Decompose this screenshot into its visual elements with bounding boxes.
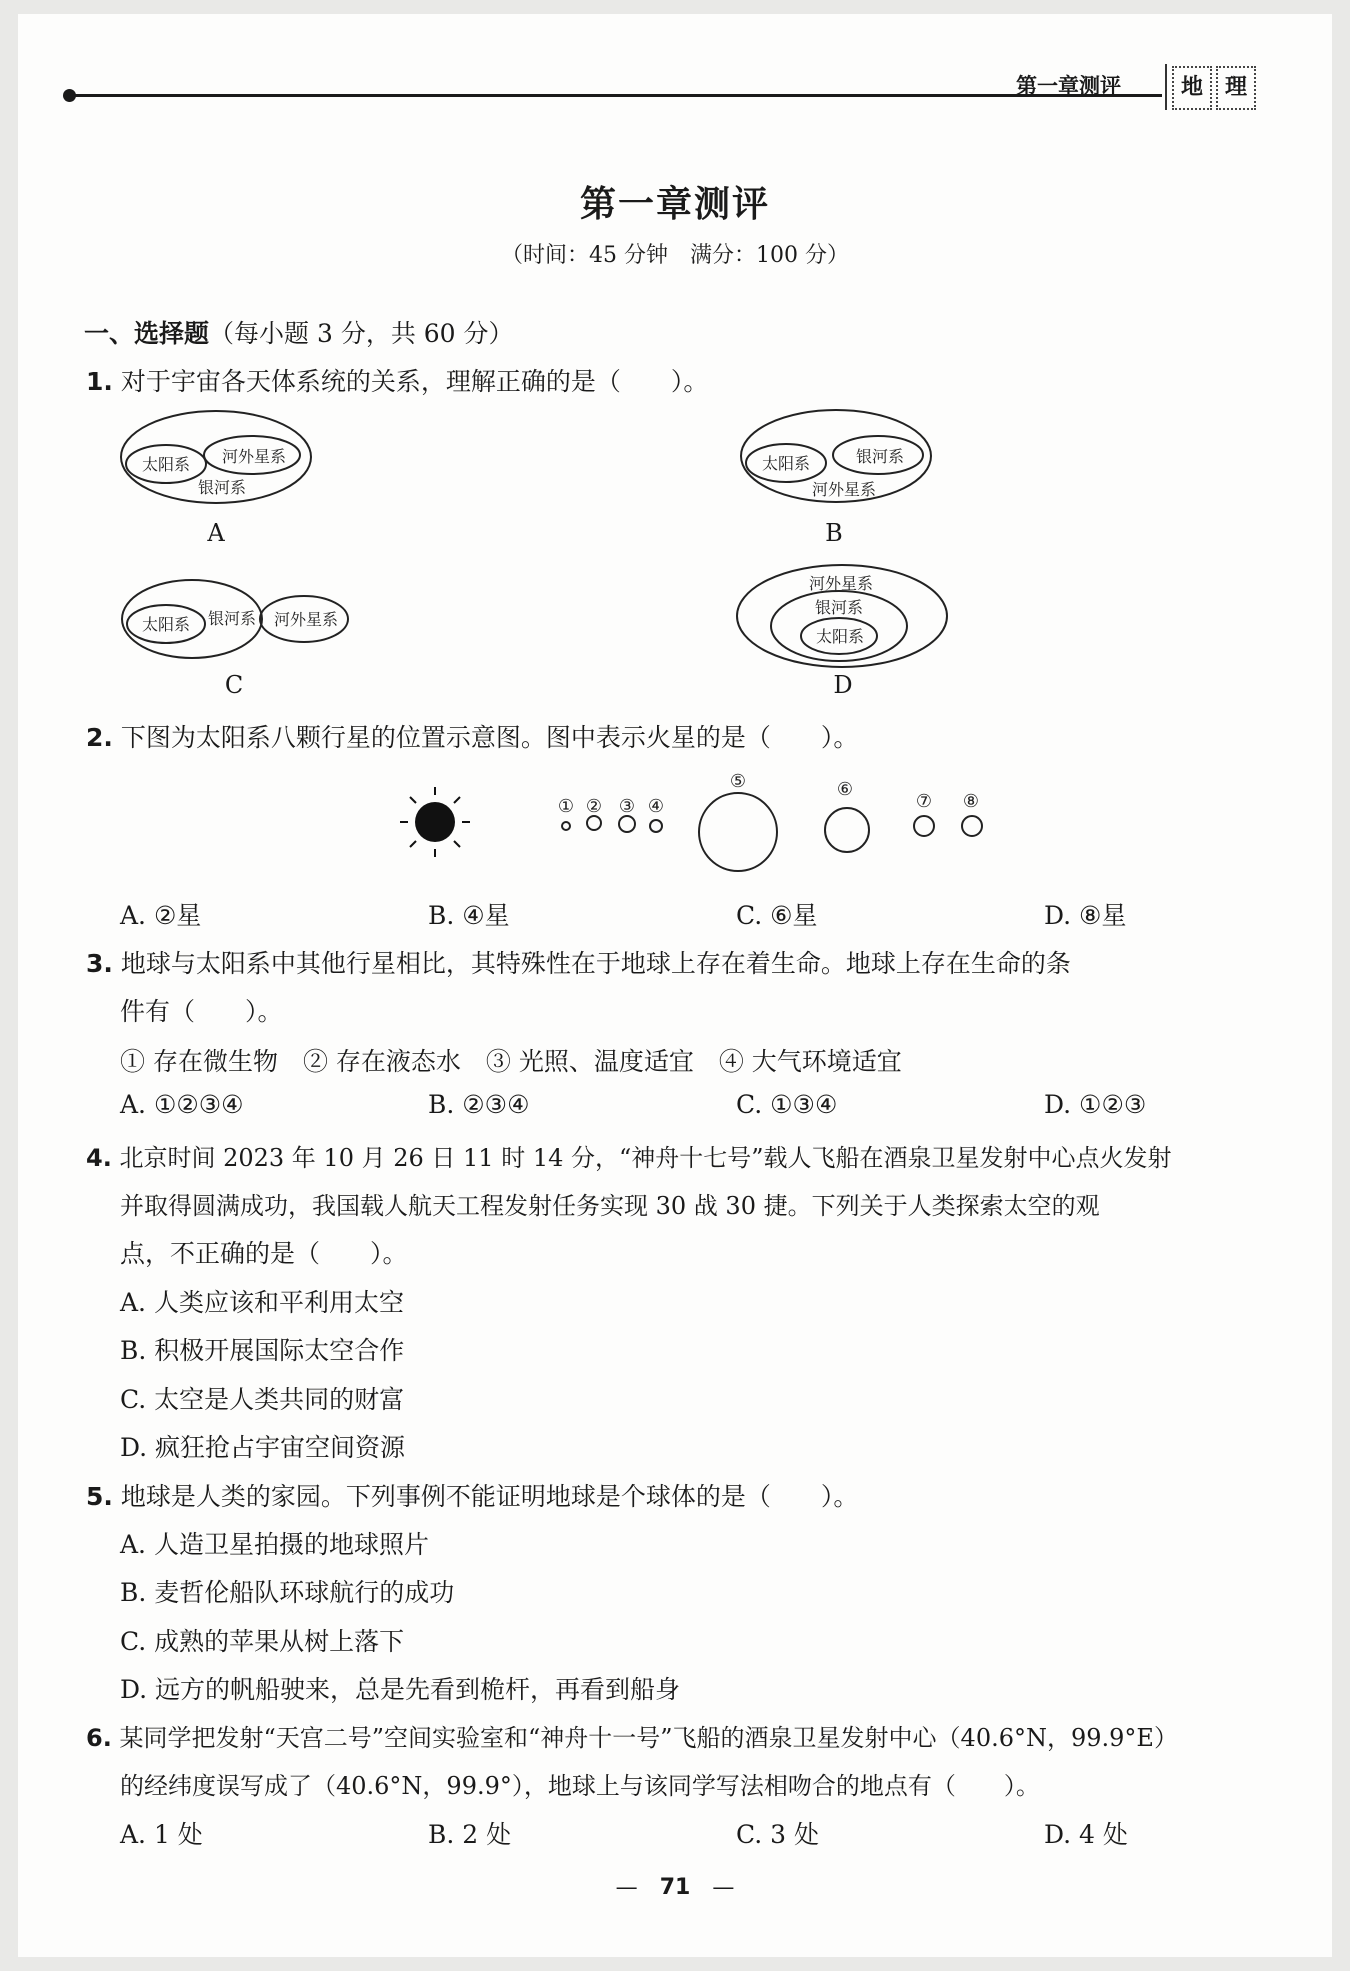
question-text-cont: 并取得圆满成功，我国载人航天工程发射任务实现 30 战 30 捷。下列关于人类探索太空的观 (120, 1192, 1100, 1220)
planet-3 (619, 816, 635, 832)
option[interactable]: A. 1 处 (120, 1820, 203, 1849)
option[interactable]: A. ①②③④ (120, 1090, 244, 1119)
option[interactable]: A. 人类应该和平利用太空 (120, 1288, 404, 1317)
option[interactable]: D. ①②③ (1044, 1090, 1147, 1119)
subject-char: 地 (1172, 66, 1212, 110)
option[interactable]: B. 2 处 (428, 1820, 512, 1849)
question-number: 3. (86, 949, 113, 978)
question-text: 对于宇宙各天体系统的关系，理解正确的是（ ）。 (120, 367, 709, 396)
question-5 (86, 1477, 858, 1513)
planet-7 (914, 816, 934, 836)
option[interactable]: C. 3 处 (736, 1820, 819, 1849)
label-b-outer: 河外星系 (811, 480, 877, 499)
option[interactable]: C. 太空是人类共同的财富 (120, 1385, 405, 1414)
label-d-middle: 银河系 (814, 598, 864, 617)
diagram-label-d: D (833, 671, 853, 699)
planet-1 (562, 822, 570, 830)
option[interactable]: C. ⑥星 (736, 901, 818, 930)
option[interactable]: B. 麦哲伦船队环球航行的成功 (120, 1578, 455, 1607)
page-title: 第一章测评 (579, 184, 770, 225)
planet-diagram (0, 762, 1350, 882)
diagram-label-c: C (224, 671, 244, 699)
question-text: 下图为太阳系八颗行星的位置示意图。图中表示火星的是（ ）。 (120, 723, 859, 752)
planet-label-1: ① (557, 796, 575, 817)
section-note: （每小题 3 分，共 60 分） (209, 319, 514, 348)
option[interactable]: D. 远方的帆船驶来，总是先看到桅杆，再看到船身 (120, 1675, 681, 1704)
diagram-label-b: B (825, 519, 843, 547)
conditions: ① 存在微生物 ② 存在液态水 ③ 光照、温度适宜 ④ 大气环境适宜 (120, 1047, 902, 1076)
option[interactable]: D. 疯狂抢占宇宙空间资源 (120, 1433, 406, 1462)
label-b-inner2: 银河系 (855, 447, 905, 466)
question-text-cont: 点，不正确的是（ ）。 (120, 1239, 408, 1268)
planet-4 (650, 820, 662, 832)
question-text: 地球是人类的家园。下列事例不能证明地球是个球体的是（ ）。 (120, 1482, 859, 1511)
question-6 (86, 1718, 1178, 1753)
planet-label-7: ⑦ (915, 791, 933, 812)
question-number: 4. (86, 1144, 112, 1172)
planet-label-3: ③ (618, 796, 636, 817)
label-a-outer: 银河系 (197, 478, 247, 497)
header-chapter: 第一章测评 (1016, 74, 1121, 98)
question-number: 5. (86, 1482, 113, 1511)
option[interactable]: A. ②星 (120, 901, 202, 930)
planet-5 (699, 793, 777, 871)
section-heading (84, 314, 514, 350)
header-subject (1172, 66, 1260, 110)
question-number: 2. (86, 723, 113, 752)
option[interactable]: B. ②③④ (428, 1090, 530, 1119)
option[interactable]: A. 人造卫星拍摄的地球照片 (120, 1530, 429, 1559)
label-c-outer: 银河系 (207, 609, 257, 628)
label-c-inner: 太阳系 (141, 615, 191, 634)
option[interactable]: B. 积极开展国际太空合作 (120, 1336, 405, 1365)
label-c-right: 河外星系 (273, 610, 339, 629)
page-subtitle: （时间：45 分钟 满分：100 分） (501, 243, 849, 268)
option[interactable]: C. 成熟的苹果从树上落下 (120, 1627, 405, 1656)
planet-label-4: ④ (647, 796, 665, 817)
planet-label-6: ⑥ (836, 779, 854, 800)
option[interactable]: B. ④星 (428, 901, 510, 930)
question-text: 北京时间 2023 年 10 月 26 日 11 时 14 分，“神舟十七号”载人飞船在酒泉卫星发射中心点火发射 (119, 1144, 1172, 1172)
section-name: 一、选择题 (84, 319, 210, 348)
label-d-inner: 太阳系 (815, 627, 865, 646)
question-text: 某同学把发射“天宫二号”空间实验室和“神舟十一号”飞船的酒泉卫星发射中心（40.6°N，99.9°E） (119, 1724, 1178, 1752)
planet-8 (962, 816, 982, 836)
question-number: 6. (86, 1724, 112, 1752)
planet-6 (825, 808, 869, 852)
planet-label-2: ② (585, 796, 603, 817)
question-3 (86, 944, 1071, 980)
label-a-inner1: 太阳系 (141, 455, 191, 474)
dash-right: — (690, 1875, 735, 1900)
subject-char: 理 (1216, 66, 1256, 110)
label-a-inner2: 河外星系 (221, 447, 287, 466)
label-d-outer: 河外星系 (808, 574, 874, 593)
option[interactable]: D. ⑧星 (1044, 901, 1127, 930)
header-divider (1165, 64, 1167, 110)
option[interactable]: C. ①③④ (736, 1090, 838, 1119)
sun-icon (415, 802, 455, 842)
question-text: 地球与太阳系中其他行星相比，其特殊性在于地球上存在着生命。地球上存在生命的条 (120, 949, 1071, 978)
page-number (0, 1870, 1350, 1901)
question-2 (86, 718, 858, 754)
question-4 (86, 1138, 1172, 1173)
label-b-inner1: 太阳系 (761, 454, 811, 473)
question-text-cont: 的经纬度误写成了（40.6°N，99.9°），地球上与该同学写法相吻合的地点有（ ）。 (120, 1772, 1040, 1800)
page-number-value: 71 (659, 1875, 691, 1900)
planet-label-8: ⑧ (962, 791, 980, 812)
dash-left: — (615, 1875, 660, 1900)
diagram-label-a: A (207, 519, 225, 547)
question-1 (86, 362, 708, 398)
header-rule (70, 94, 1162, 97)
option[interactable]: D. 4 处 (1044, 1820, 1128, 1849)
q1-diagrams (0, 400, 1350, 710)
page (18, 14, 1332, 1957)
planet-2 (587, 816, 601, 830)
question-number: 1. (86, 367, 113, 396)
planet-label-5: ⑤ (729, 771, 747, 792)
question-text-cont: 件有（ ）。 (120, 997, 283, 1026)
